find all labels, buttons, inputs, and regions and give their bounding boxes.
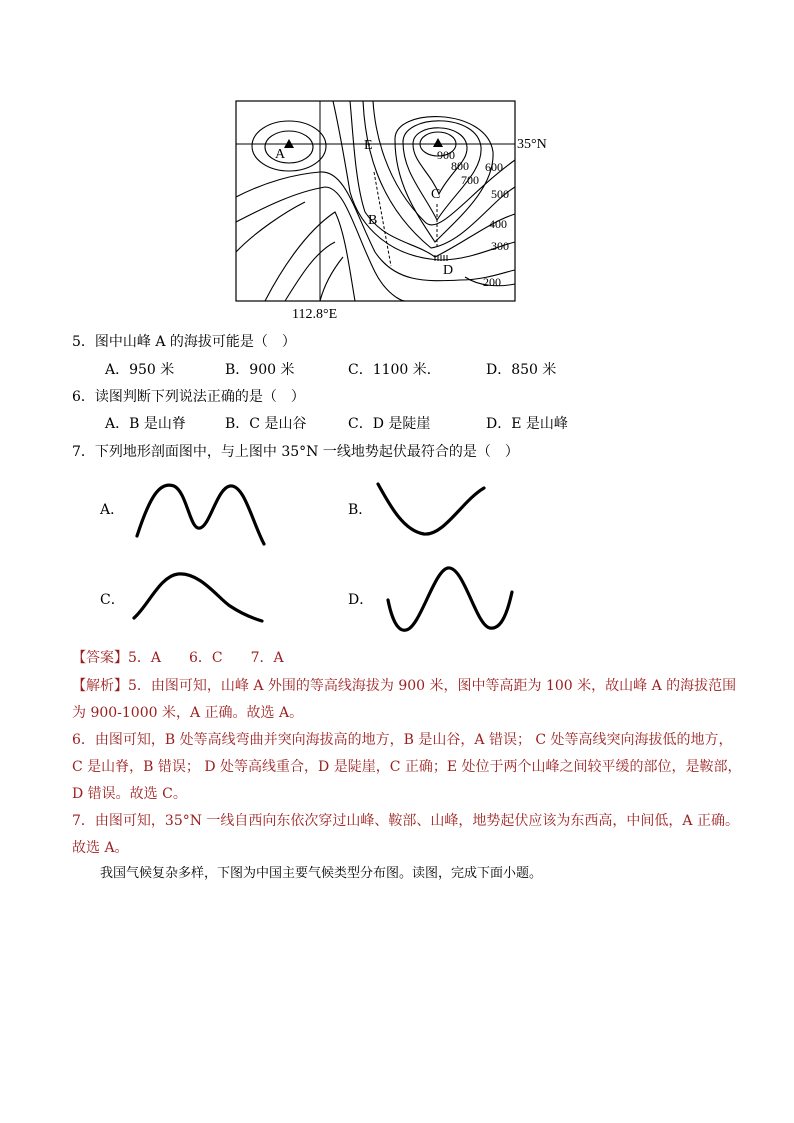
q5-stem: 5．图中山峰 A 的海拔可能是（ ） (72, 334, 296, 350)
q6-option-d[interactable]: D．E 是山峰 (486, 416, 568, 432)
analysis-p5-text1: 5．由图可知，山峰 A 外围的等高线海拔为 900 米，图中等高距为 100 米，故山峰 A 的海拔范围 (128, 678, 737, 694)
profile-a[interactable] (132, 476, 272, 551)
profile-b[interactable] (372, 476, 492, 544)
q5-option-b[interactable]: B．900 米 (225, 362, 295, 378)
q5-option-d[interactable]: D．850 米 (486, 362, 557, 378)
analysis-p7-line1: 7．由图可知，35°N 一线自西向东依次穿过山峰、鞍部、山峰，地势起伏应该为东西高，中间低，A 正确。 (72, 813, 739, 829)
label-D: D (443, 263, 454, 278)
contour-map (225, 92, 565, 322)
analysis-p5-line1 (72, 673, 736, 699)
q5-option-c[interactable]: C．1100 米． (348, 362, 441, 378)
q6-option-b[interactable]: B．C 是山谷 (225, 416, 307, 432)
q6-option-a[interactable]: A．B 是山脊 (105, 416, 186, 432)
contour-900: 900 (437, 148, 455, 162)
q7-option-a[interactable]: A． (100, 502, 125, 518)
q7-stem: 7．下列地形剖面图中，与上图中 35°N 一线地势起伏最符合的是（ ） (72, 444, 519, 460)
analysis-p6-line3: D 错误。故选 C。 (72, 786, 187, 802)
label-C: C (431, 187, 441, 202)
contour-700: 700 (461, 173, 479, 187)
label-lat: 35°N (517, 137, 547, 152)
q7-option-d[interactable]: D． (348, 592, 374, 608)
label-E: E (364, 138, 373, 153)
answer-text: 5．A 6．C 7．A (128, 650, 284, 666)
q7-option-c[interactable]: C． (100, 592, 125, 608)
q5-option-a[interactable]: A．950 米 (105, 362, 175, 378)
contour-800: 800 (451, 159, 469, 173)
contour-lines (236, 101, 515, 301)
analysis-tag: 【解析】 (72, 678, 128, 694)
analysis-p7-line2: 故选 A。 (72, 840, 129, 856)
peak-east-triangle-icon (433, 138, 443, 147)
answer-line (72, 645, 284, 671)
analysis-p6-line1: 6．由图可知，B 处等高线弯曲并突向海拔高的地方，B 是山谷，A 错误； C 处等高线突向海拔低的地方， (72, 732, 733, 748)
next-section-intro: 我国气候复杂多样，下图为中国主要气候类型分布图。读图，完成下面小题。 (100, 866, 543, 881)
label-lon: 112.8°E (292, 307, 338, 322)
label-B: B (368, 213, 378, 228)
q6-stem: 6．读图判断下列说法正确的是（ ） (72, 389, 305, 405)
answer-tag: 【答案】 (72, 650, 128, 666)
q6-option-c[interactable]: C．D 是陡崖 (348, 416, 431, 432)
contour-600: 600 (485, 160, 503, 174)
contour-200: 200 (483, 275, 501, 289)
contour-400: 400 (489, 217, 507, 231)
label-A: A (275, 147, 286, 162)
contour-300: 300 (491, 239, 509, 253)
q7-option-b[interactable]: B． (348, 502, 373, 518)
profile-d[interactable] (384, 560, 524, 638)
analysis-p5-line2: 为 900-1000 米，A 正确。故选 A。 (72, 705, 304, 721)
profile-c[interactable] (130, 566, 270, 626)
analysis-p6-line2: C 是山脊，B 错误； D 处等高线重合，D 是陡崖，C 正确；E 处位于两个山峰之间较平缓的部位，是鞍部， (72, 759, 742, 775)
contour-500: 500 (491, 187, 509, 201)
map-frame (236, 101, 515, 301)
